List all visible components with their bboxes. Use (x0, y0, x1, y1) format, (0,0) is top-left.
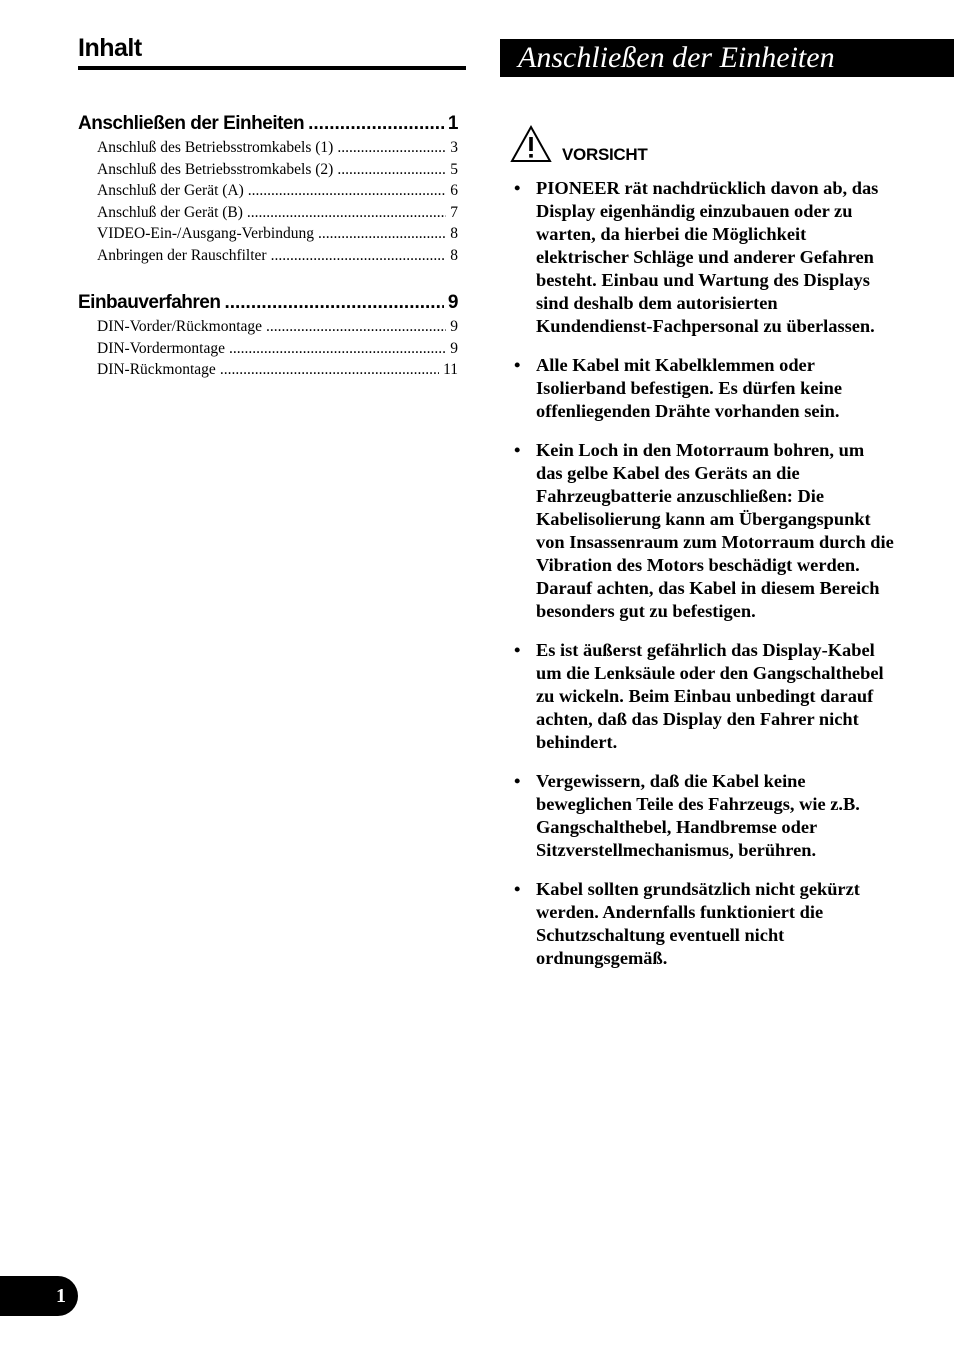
caution-item-text: Es ist äußerst gefährlich das Display-Kabel um die Lenksäule oder den Gangschalthebel zu wickeln. Beim Einbau unbedingt darauf achten, daß das Display den Fahrer nicht behindert. (536, 640, 884, 752)
toc-heading-label: Einbauverfahren (78, 292, 221, 313)
toc-entry-label: VIDEO-Ein-/Ausgang-Verbindung (97, 225, 314, 242)
toc-entry[interactable] (78, 340, 458, 362)
bullet-icon: • (514, 440, 521, 460)
toc-entry-label: Anschluß der Gerät (B) (97, 203, 243, 221)
toc-leader-dots (337, 139, 446, 157)
toc-entry-label: DIN-Rückmontage (97, 361, 216, 378)
toc-heading-row[interactable] (78, 113, 458, 139)
toc-entry[interactable] (78, 139, 458, 161)
warning-triangle-icon (510, 124, 552, 164)
toc-entry-label: Anbringen der Rauschfilter (97, 246, 267, 264)
toc-entry-page: 8 (450, 225, 458, 242)
toc-entry[interactable] (78, 225, 458, 247)
toc-leader-dots (224, 292, 443, 314)
toc-entry-page: 3 (450, 139, 458, 156)
caution-item-text: Vergewissern, daß die Kabel keine beweglichen Teile des Fahrzeugs, wie z.B. Gangschalthebel, Handbremse oder Sitzverstellmechanismus, berühren. (536, 771, 860, 860)
toc-entry[interactable] (78, 204, 458, 226)
bullet-icon: • (514, 178, 521, 198)
toc-entry-label: Anschluß der Gerät (A) (97, 182, 244, 199)
toc-heading-page: 1 (447, 113, 458, 134)
toc-heading-label: Anschließen der Einheiten (78, 113, 305, 134)
bullet-icon: • (514, 879, 521, 899)
page-number-tab: 1 (0, 1276, 78, 1316)
toc-title: Inhalt (78, 34, 142, 62)
toc-title-rule (78, 66, 466, 70)
toc-entry-page: 7 (450, 203, 458, 221)
toc-leader-dots (248, 182, 446, 200)
toc-entry-page: 9 (450, 318, 458, 335)
toc-leader-dots (318, 225, 446, 243)
toc-entry[interactable] (78, 247, 458, 269)
toc-heading-row[interactable] (78, 292, 458, 318)
toc-section-connecting (78, 113, 458, 268)
toc-leader-dots (247, 204, 446, 222)
toc-heading-page: 9 (447, 292, 458, 313)
toc-leader-dots (266, 318, 446, 336)
toc-entry-label: Anschluß des Betriebsstromkabels (2) (97, 160, 334, 178)
caution-item (514, 177, 894, 338)
toc-leader-dots (229, 340, 446, 358)
toc-entry-label: DIN-Vorder/Rückmontage (97, 318, 263, 335)
toc-entry[interactable] (78, 182, 458, 204)
section-title-banner: Anschließen der Einheiten (500, 39, 954, 77)
bullet-icon: • (514, 771, 521, 791)
caution-item-text: Kein Loch in den Motorraum bohren, um das gelbe Kabel des Geräts an die Fahrzeugbatterie anzuschließen: Die Kabelisolierung kann am Übergangspunkt von Insassenraum zum Motorraum durch die Vibration des Motors beschädigt werden. Darauf achten, das Kabel in diesem Bereich besonders gut zu befestigen. (536, 440, 894, 621)
toc-entry-page: 11 (443, 361, 458, 378)
toc-entry[interactable] (78, 318, 458, 340)
caution-label: VORSICHT (562, 145, 648, 164)
toc-entry[interactable] (78, 361, 458, 383)
bullet-icon: • (514, 640, 521, 660)
caution-item-text: Alle Kabel mit Kabelklemmen oder Isolierband befestigen. Es dürfen keine offenliegenden Drähte vorhanden sein. (536, 355, 843, 421)
toc-leader-dots (308, 113, 444, 135)
toc-leader-dots (271, 247, 447, 265)
toc-leader-dots (220, 361, 439, 379)
toc-leader-dots (337, 161, 446, 179)
caution-item (514, 354, 894, 423)
toc-entry-page: 6 (450, 182, 458, 199)
toc-entry-label: Anschluß des Betriebsstromkabels (1) (97, 139, 334, 156)
caution-item (514, 878, 894, 970)
bullet-icon: • (514, 355, 521, 375)
toc-section-installation (78, 292, 458, 383)
caution-item (514, 639, 894, 754)
toc-entry-label: DIN-Vordermontage (97, 339, 225, 357)
caution-item (514, 439, 894, 623)
toc-entry[interactable] (78, 161, 458, 183)
caution-item (514, 770, 894, 862)
caution-item-text: Kabel sollten grundsätzlich nicht gekürzt werden. Andernfalls funktioniert die Schutzschaltung eventuell nicht ordnungsgemäß. (536, 879, 860, 968)
toc-entry-page: 8 (450, 246, 458, 264)
toc-entry-page: 5 (450, 160, 458, 178)
toc-entry-page: 9 (450, 339, 458, 357)
caution-item-text: PIONEER rät nachdrücklich davon ab, das Display eigenhändig einzubauen oder zu warten, da hierbei die Möglichkeit elektrischer Schläge und anderer Gefahren besteht. Einbau und Wartung des Displays sind deshalb dem autorisierten Kundendienst-Fachpersonal zu überlassen. (536, 178, 879, 336)
caution-list (514, 177, 894, 986)
